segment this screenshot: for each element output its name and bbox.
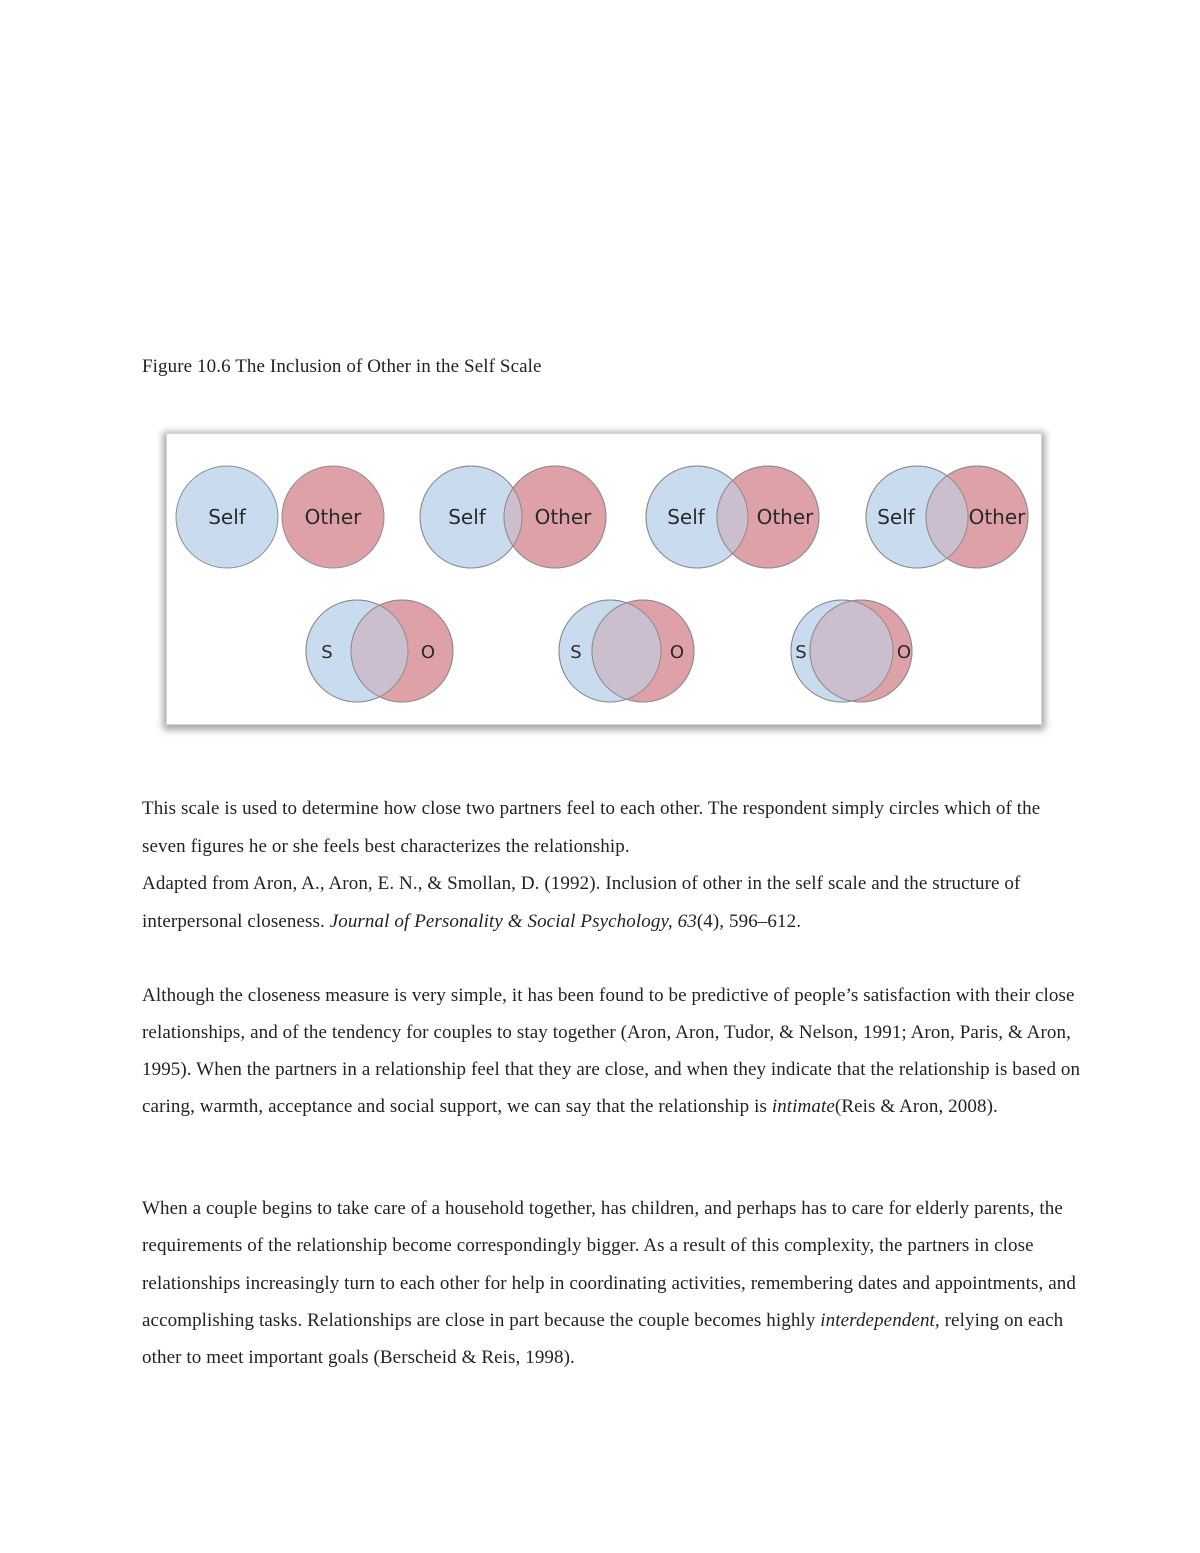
paragraph-closeness [142,977,1082,1125]
ios-scale-figure [166,433,1042,725]
ios-figure-3[interactable] [646,466,819,568]
citation-text: Adapted from Aron, A., Aron, E. N., & Smollan, D. (1992). Inclusion of other in the self scale and the structure of interpersonal closeness. [142,873,1021,932]
ios-figure-2[interactable] [420,466,606,568]
self-label: Self [667,505,705,529]
figure-caption: Figure 10.6 The Inclusion of Other in the Self Scale [142,356,542,377]
self-letter: S [570,642,582,663]
paragraph-closeness-text: Although the closeness measure is very simple, it has been found to be predictive of people’s satisfaction with their close relationships, and of the tendency for couples to stay together (Aron, Aron, Tudor, & Nelson, 1991; Aron, Paris, & Aron, 1995). When the partners in a relationship feel that they are close, and when they indicate that the relationship is based on caring, warmth, acceptance and social support, we can say that the relationship is [142,985,1081,1117]
self-label: Self [877,505,915,529]
paragraph-interdependence-text: When a couple begins to take care of a household together, has children, and perhaps has to care for elderly parents, the requirements of the relationship become correspondingly bigger. As a result of this complexity, the partners in close relationships increasingly turn to each other for help in coordinating activities, remembering dates and appointments, and accomplishing tasks. Relationships are close in part because the couple becomes highly [142,1198,1076,1331]
ios-scale-diagram [167,434,1041,724]
self-label: Self [208,505,246,529]
other-label: Other [304,505,362,529]
term-intimate: intimate [771,1096,835,1117]
other-label: Other [534,505,592,529]
self-label: Self [448,505,486,529]
paragraph-interdependence [142,1190,1082,1376]
other-label: Other [968,505,1026,529]
ios-figure-7[interactable] [791,600,912,702]
ios-figure-6[interactable] [559,600,694,702]
ios-figure-5[interactable] [306,600,453,702]
paragraph-closeness-end: (Reis & Aron, 2008). [834,1096,998,1117]
other-label: Other [756,505,814,529]
figure-citation [142,865,1082,940]
term-interdependent: interdependent, [820,1309,940,1331]
ios-figure-4[interactable] [866,466,1028,568]
other-letter: O [896,642,912,663]
citation-end: (4), 596–612. [696,910,802,932]
self-letter: S [321,642,333,663]
citation-journal: Journal of Personality & Social Psychology, 63 [329,910,697,932]
paragraph-interdependence-end: relying on each other to meet important goals (Berscheid & Reis, 1998). [142,1309,1064,1369]
other-letter: O [669,642,685,663]
self-letter: S [795,642,807,663]
ios-figure-1[interactable] [176,466,384,568]
figure-description [142,790,1082,940]
other-letter: O [420,642,436,663]
scale-explanation: This scale is used to determine how close two partners feel to each other. The respondent simply circles which of the seven figures he or she feels best characterizes the relationship. [142,798,1041,857]
